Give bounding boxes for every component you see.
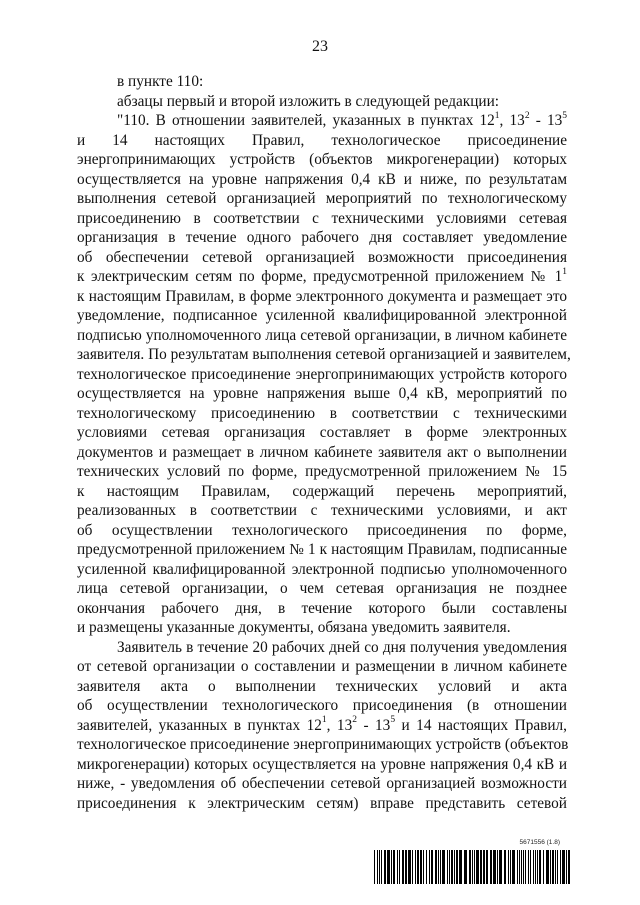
barcode-bar (447, 850, 448, 884)
barcode-bar (429, 850, 430, 884)
barcode-bar (539, 850, 541, 884)
barcode-bar (438, 850, 439, 884)
barcode-bar (510, 850, 511, 884)
barcode-bar (523, 850, 524, 884)
barcode-bar (442, 850, 445, 884)
text-line: технологическое присоединение энергопринимающих устройств которого (77, 365, 567, 383)
barcode-bar (568, 850, 570, 884)
text-line: документов и размещает в личном кабинете заявителя акт о выполнении (77, 443, 567, 461)
barcode-bar (384, 850, 386, 884)
barcode-bar (517, 850, 518, 884)
text-line: к настоящим Правилам, содержащий перечень мероприятий, (77, 482, 567, 500)
text-line: технологическому присоединению в соответствии с техническими (77, 404, 567, 422)
text-line: "110. В отношении заявителей, указанных в пунктах $12^1$, $13^2 - 13^5$ (117, 110, 567, 129)
barcode-bar (423, 850, 424, 884)
text-line: технических условий по форме, предусмотренной приложением № 15 (77, 463, 567, 480)
barcode-icon (374, 850, 570, 884)
text-line: ниже, - уведомления об обеспечении сетевой организацией возможности (77, 775, 567, 792)
text-line: уведомление, подписанное усиленной квалифицированной электронной (77, 307, 567, 324)
barcode-bar (560, 850, 561, 884)
barcode-bar (469, 850, 471, 884)
barcode-bar (497, 850, 498, 884)
barcode-bar (420, 850, 422, 884)
text-line: абзацы первый и второй изложить в следующей редакции: (117, 92, 500, 110)
barcode-bar (530, 850, 531, 884)
barcode-bar (408, 850, 411, 884)
text-line: подписью уполномоченного лица сетевой организации, в личном кабинете (77, 326, 567, 344)
barcode-bar (543, 850, 544, 884)
barcode-bar (387, 850, 390, 884)
barcode-bar (399, 850, 400, 884)
barcode-bar (402, 850, 404, 884)
barcode-bar (555, 850, 556, 884)
barcode-bar (535, 850, 536, 884)
barcode-bar (377, 850, 378, 884)
text-line: и 14 настоящих Правил, технологическое присоединение (77, 131, 567, 149)
barcode-bar (381, 850, 382, 884)
barcode-bar (417, 850, 419, 884)
text-line: заявителя. По результатам выполнения сетевой организацией и заявителем, (77, 346, 571, 363)
barcode-bar (456, 850, 458, 884)
barcode-bar (431, 850, 433, 884)
barcode-bar (412, 850, 413, 884)
text-line: к электрическим сетям по форме, предусмотренной приложением № $1^1$ (77, 266, 567, 285)
text-line: в пункте 110: (117, 73, 204, 90)
barcode-bar (499, 850, 502, 884)
text-line: лица сетевой организации, о чем сетевая организация не позднее (77, 580, 567, 597)
page-number: 23 (312, 38, 328, 55)
barcode-bar (557, 850, 558, 884)
barcode-bar (493, 850, 496, 884)
text-line: осуществляется на уровне напряжения 0,4 кВ и ниже, по результатам (77, 170, 567, 188)
text-line: осуществляется на уровне напряжения выше 0,4 кВ, мероприятий по (77, 385, 567, 402)
barcode-bar (451, 850, 453, 884)
barcode-bar (486, 850, 488, 884)
text-line: об обеспечении сетевой организацией возможности присоединения (77, 248, 567, 266)
barcode-bar (508, 850, 509, 884)
barcode-bar (440, 850, 441, 884)
barcode-bar (393, 850, 395, 884)
barcode-bar (415, 850, 416, 884)
barcode-bar (405, 850, 407, 884)
text-line: об осуществлении технологического присоединения (в отношении (77, 697, 567, 714)
barcode-bar (533, 850, 534, 884)
barcode-bar (464, 850, 467, 884)
barcode-bar (566, 850, 567, 884)
barcode-bar (480, 850, 482, 884)
barcode-bar (435, 850, 437, 884)
barcode-bar (537, 850, 538, 884)
barcode-bar (391, 850, 392, 884)
text-line: энергопринимающих устройств (объектов микрогенерации) которых (77, 151, 567, 168)
barcode-bar (374, 850, 375, 884)
text-line: технологическое присоединение энергопринимающих устройств (объектов (77, 736, 569, 753)
text-line: предусмотренной приложением № 1 к настоящим Правилам, подписанные (77, 541, 567, 558)
barcode-caption: 5671556 (1.8) (519, 839, 560, 846)
barcode-bar (426, 850, 427, 884)
text-line: заявителя акта о выполнении технических условий и акта (77, 677, 567, 695)
barcode-bar (449, 850, 450, 884)
document-body (77, 72, 571, 813)
barcode-bar (525, 850, 526, 884)
barcode-bar (483, 850, 485, 884)
text-line: усиленной квалифицированной электронной подписью уполномоченного (77, 560, 567, 578)
barcode-bar (490, 850, 492, 884)
barcode-bar (472, 850, 473, 884)
text-line: к настоящим Правилам, в форме электронного документа и размещает это (77, 287, 567, 305)
text-line: Заявитель в течение 20 рабочих дней со дня получения уведомления (117, 638, 567, 656)
barcode-bar (459, 850, 462, 884)
barcode-bar (397, 850, 398, 884)
text-line: условиями сетевая организация составляет в форме электронных (77, 424, 567, 441)
barcode-bar (474, 850, 475, 884)
text-line: организация в течение одного рабочего дня составляет уведомление (77, 229, 567, 246)
text-line: и размещены указанные документы, обязана уведомить заявителя. (77, 619, 511, 636)
barcode-bar (528, 850, 529, 884)
text-line: выполнения сетевой организацией мероприятий по технологическому (77, 190, 567, 207)
text-line: окончания рабочего дня, в течение которого были составлены (77, 599, 567, 617)
text-line: об осуществлении технологического присоединения по форме, (77, 521, 567, 539)
barcode-bar (546, 850, 549, 884)
barcode-bar (454, 850, 455, 884)
text-line: присоединению в соответствии с техническими условиями сетевая (77, 209, 567, 227)
text-line: от сетевой организации о составлении и размещении в личном кабинете (77, 658, 567, 675)
barcode-bar (504, 850, 506, 884)
barcode-bar (476, 850, 479, 884)
text-line: реализованных в соответствии с техническими условиями, и акт (77, 502, 567, 519)
text-line: присоединения к электрическим сетям) вправе представить сетевой (77, 794, 567, 812)
barcode-bar (550, 850, 551, 884)
barcode-bar (519, 850, 520, 884)
barcode-bar (552, 850, 554, 884)
text-line: микрогенерации) которых осуществляется на уровне напряжения 0,4 кВ и (77, 755, 567, 773)
barcode-bar (512, 850, 515, 884)
barcode-bar (521, 850, 522, 884)
barcode-bar (562, 850, 565, 884)
barcode-bar (379, 850, 380, 884)
text-line: заявителей, указанных в пунктах $12^1$, $13^2 - 13^5$ и 14 настоящих Правил, (77, 715, 568, 734)
barcode-stamp (374, 839, 570, 889)
